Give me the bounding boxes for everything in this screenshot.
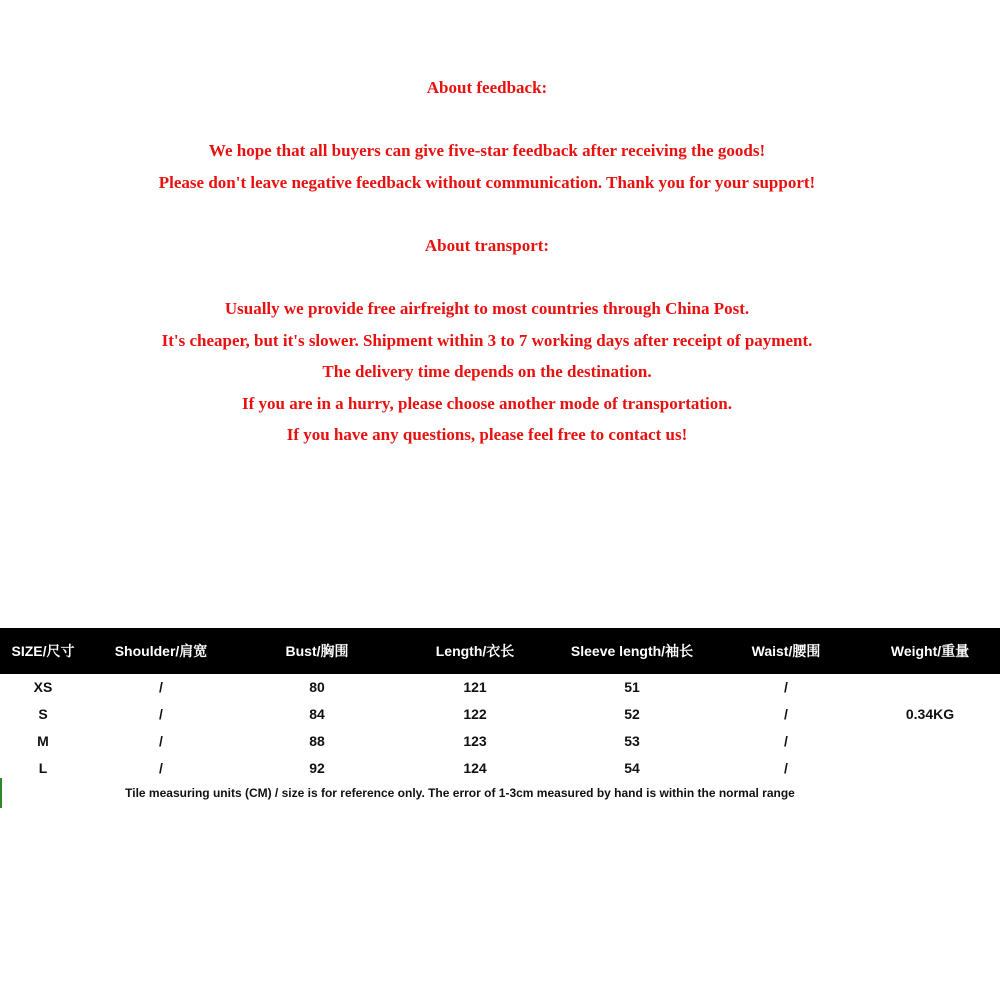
feedback-line-1: We hope that all buyers can give five-star feedback after receiving the goods!	[208, 141, 766, 160]
table-cell-waist: /	[784, 679, 788, 695]
header-sleeve-length: Sleeve length/袖长	[570, 643, 694, 659]
table-cell-sleeve: 53	[624, 733, 640, 749]
table-cell-size: M	[37, 733, 49, 749]
feedback-heading: About feedback:	[426, 78, 548, 97]
table-cell-shoulder: /	[159, 760, 163, 776]
table-cell-length: 122	[463, 706, 487, 722]
edge-marker	[0, 778, 2, 808]
table-cell-shoulder: /	[159, 706, 163, 722]
table-cell-size: S	[38, 706, 48, 722]
transport-line-2: It's cheaper, but it's slower. Shipment within 3 to 7 working days after receipt of payment.	[161, 331, 813, 350]
table-cell-waist: /	[784, 760, 788, 776]
table-cell-length: 124	[463, 760, 487, 776]
header-weight: Weight/重量	[890, 643, 970, 659]
size-chart	[0, 628, 1000, 808]
table-cell-sleeve: 51	[624, 679, 640, 695]
table-cell-bust: 84	[309, 706, 325, 722]
table-cell-bust: 80	[309, 679, 325, 695]
header-size: SIZE/尺寸	[11, 643, 75, 659]
table-cell-bust: 88	[309, 733, 325, 749]
table-cell-size: XS	[33, 679, 53, 695]
header-shoulder: Shoulder/肩宽	[114, 643, 208, 659]
size-chart-header	[0, 628, 1000, 674]
transport-line-5: If you have any questions, please feel free to contact us!	[286, 425, 688, 444]
table-cell-sleeve: 52	[624, 706, 640, 722]
transport-line-3: The delivery time depends on the destination.	[322, 362, 652, 381]
header-bust: Bust/胸围	[285, 643, 349, 659]
table-cell-bust: 92	[309, 760, 325, 776]
header-waist: Waist/腰围	[751, 643, 821, 659]
table-cell-shoulder: /	[159, 733, 163, 749]
header-length: Length/衣长	[435, 643, 515, 659]
table-cell-size: L	[38, 760, 48, 776]
table-cell-length: 123	[463, 733, 487, 749]
table-cell-waist: /	[784, 706, 788, 722]
table-cell-sleeve: 54	[624, 760, 640, 776]
feedback-line-2: Please don't leave negative feedback without communication. Thank you for your support!	[158, 173, 816, 192]
table-cell-shoulder: /	[159, 679, 163, 695]
size-footnote: Tile measuring units (CM) / size is for reference only. The error of 1-3cm measured by hand is within the normal range	[125, 786, 795, 800]
transport-heading: About transport:	[424, 236, 550, 255]
table-cell-weight: 0.34KG	[905, 706, 955, 722]
table-cell-length: 121	[463, 679, 487, 695]
transport-line-4: If you are in a hurry, please choose another mode of transportation.	[241, 394, 732, 413]
table-cell-waist: /	[784, 733, 788, 749]
transport-line-1: Usually we provide free airfreight to most countries through China Post.	[224, 299, 750, 318]
